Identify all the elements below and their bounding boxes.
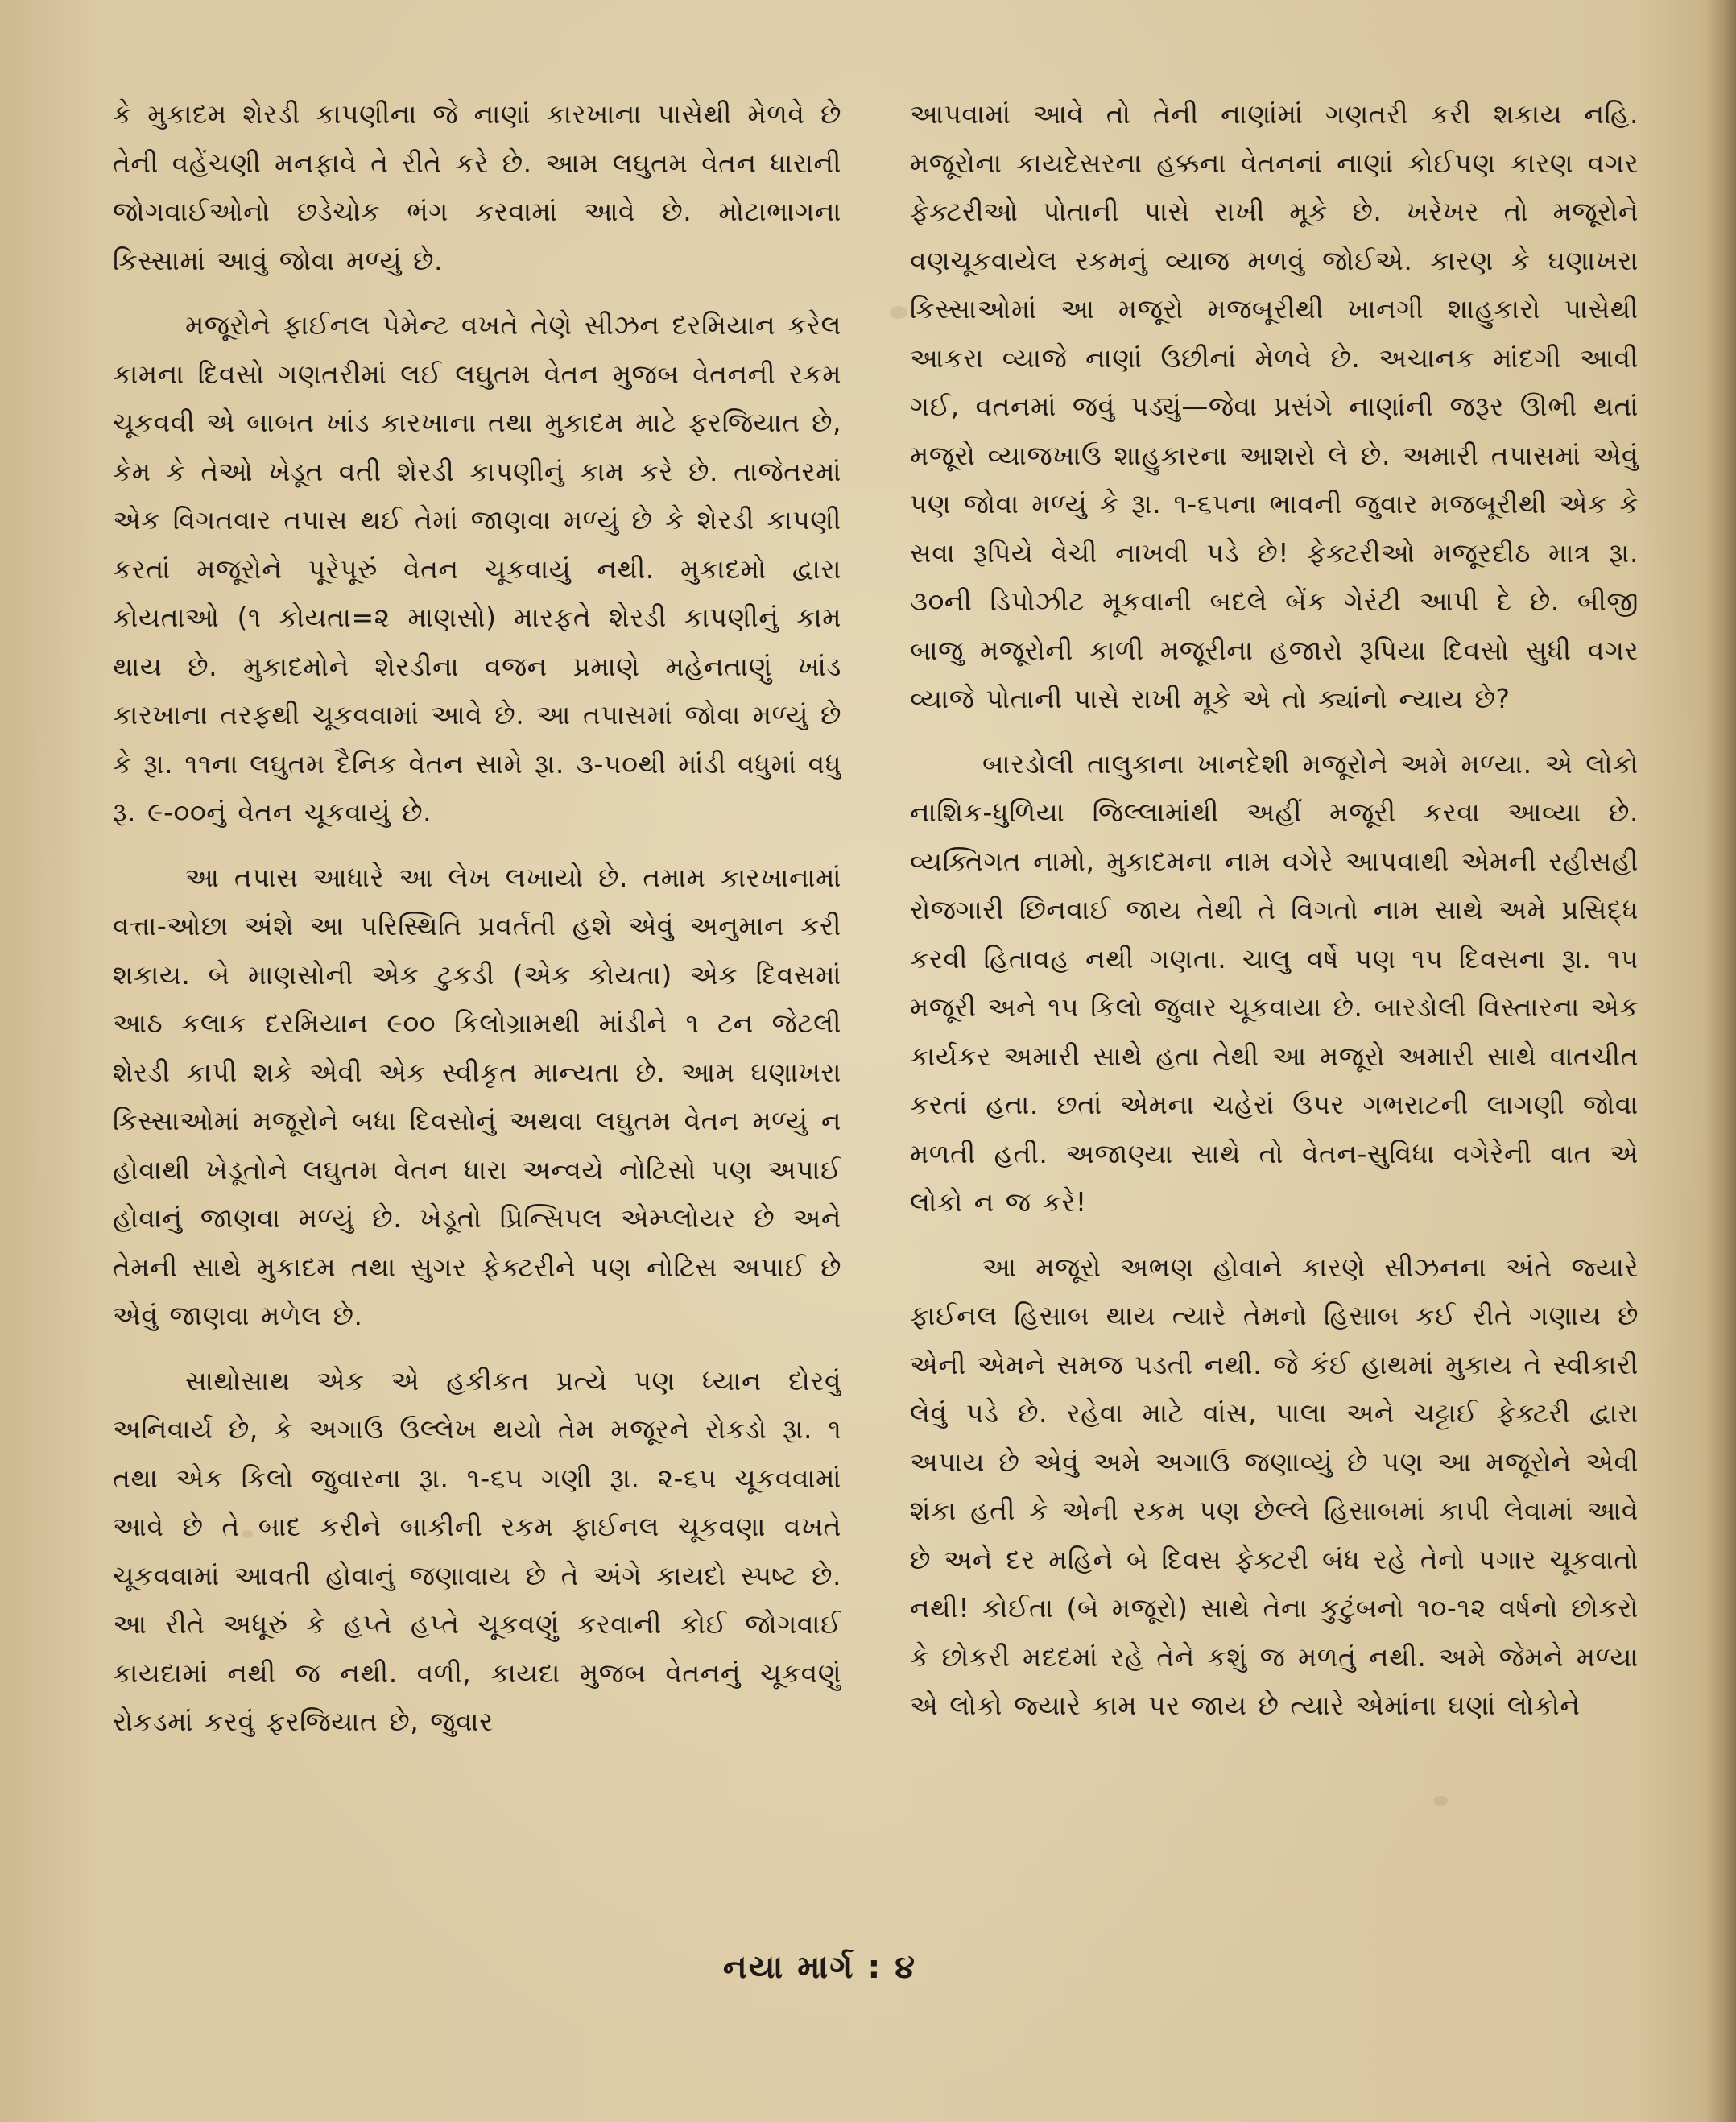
right-column (910, 90, 1639, 1934)
right-paragraph-3: આ મજૂરો અભણ હોવાને કારણે સીઝનના અંતે જ્યારે ફાઈનલ હિસાબ થાય ત્યારે તેમનો હિસાબ કઈ રીતે ગણાય છે એની એમને સમજ પડતી નથી. જે કંઈ હાથમાં મુકાય તે સ્વીકારી લેવું પડે છે. રહેવા માટે વાંસ, પાલા અને ચટ્ટાઈ ફેક્ટરી દ્વારા અપાય છે એવું અમે અગાઉ જણાવ્યું છે પણ આ મજૂરોને એવી શંકા હતી કે એની રકમ પણ છેલ્લે હિસાબમાં કાપી લેવામાં આવે છે અને દર મહિને બે દિવસ ફેક્ટરી બંધ રહે તેનો પગાર ચૂકવાતો નથી! કોઈતા (બે મજૂરો) સાથે તેના કુટુંબનો ૧૦-૧૨ વર્ષનો છોકરો કે છોકરી મદદમાં રહે તેને કશું જ મળતું નથી. અમે જેમને મળ્યા એ લોકો જ્યારે કામ પર જાય છે ત્યારે એમાંના ઘણાં લોકોને (910, 1251, 1639, 1721)
page-number-label: નયા માર્ગ : ૪ (722, 1949, 917, 1986)
right-paragraph-1: આપવામાં આવે તો તેની નાણાંમાં ગણતરી કરી શકાય નહિ. મજૂરોના કાયદેસરના હક્કના વેતનનાં નાણાં કોઈપણ કારણ વગર ફેક્ટરીઓ પોતાની પાસે રાખી મૂકે છે. ખરેખર તો મજૂરોને વણચૂકવાયેલ રકમનું વ્યાજ મળવું જોઈએ. કારણ કે ઘણાખરા કિસ્સાઓમાં આ મજૂરો મજબૂરીથી ખાનગી શાહુકારો પાસેથી આકરા વ્યાજે નાણાં ઉછીનાં મેળવે છે. અચાનક માંદગી આવી ગઈ, વતનમાં જવું પડ્યું—જેવા પ્રસંગે નાણાંની જરૂર ઊભી થતાં મજૂરો વ્યાજખાઉ શાહુકારના આશરો લે છે. અમારી તપાસમાં એવું પણ જોવા મળ્યું કે રૂા. ૧-૬૫ના ભાવની જુવાર મજબૂરીથી એક કે સવા રૂપિયે વેચી નાખવી પડે છે! ફેક્ટરીઓ મજૂરદીઠ માત્ર રૂા. ૩૦ની ડિપોઝીટ મૂકવાની બદલે બેંક ગેરંટી આપી દે છે. બીજી બાજુ મજૂરોની કાળી મજૂરીના હજારો રૂપિયા દિવસો સુધી વગર વ્યાજે પોતાની પાસે રાખી મૂકે એ તો ક્યાંનો ન્યાય છે? (910, 98, 1639, 714)
left-column (113, 90, 841, 1934)
left-paragraph-3: આ તપાસ આધારે આ લેખ લખાયો છે. તમામ કારખાનામાં વત્તા-ઓછા અંશે આ પરિસ્થિતિ પ્રવર્તતી હશે એવું અનુમાન કરી શકાય. બે માણસોની એક ટુકડી (એક કોયતા) એક દિવસમાં આઠ કલાક દરમિયાન ૯૦૦ કિલોગ્રામથી માંડીને ૧ ટન જેટલી શેરડી કાપી શકે એવી એક સ્વીકૃત માન્યતા છે. આમ ઘણાખરા કિસ્સાઓમાં મજૂરોને બધા દિવસોનું અથવા લઘુતમ વેતન મળ્યું ન હોવાથી ખેડૂતોને લઘુતમ વેતન ધારા અન્વયે નોટિસો પણ અપાઈ હોવાનું જાણવા મળ્યું છે. ખેડૂતો પ્રિન્સિપલ એમ્પ્લોયર છે અને તેમની સાથે મુકાદમ તથા સુગર ફેક્ટરીને પણ નોટિસ અપાઈ છે એવું જાણવા મળેલ છે. (113, 861, 841, 1331)
left-paragraph-1: કે મુકાદમ શેરડી કાપણીના જે નાણાં કારખાના પાસેથી મેળવે છે તેની વહેંચણી મનફાવે તે રીતે કરે છે. આમ લઘુતમ વેતન ધારાની જોગવાઈઓનો છડેચોક ભંગ કરવામાં આવે છે. મોટાભાગના કિસ્સામાં આવું જોવા મળ્યું છે. (113, 98, 841, 276)
page-footer (0, 1949, 1736, 1986)
left-paragraph-2: મજૂરોને ફાઈનલ પેમેન્ટ વખતે તેણે સીઝન દરમિયાન કરેલ કામના દિવસો ગણતરીમાં લઈ લઘુતમ વેતન મુજબ વેતનની રકમ ચૂકવવી એ બાબત ખાંડ કારખાના તથા મુકાદમ માટે ફરજિયાત છે, કેમ કે તેઓ ખેડૂત વતી શેરડી કાપણીનું કામ કરે છે. તાજેતરમાં એક વિગતવાર તપાસ થઈ તેમાં જાણવા મળ્યું છે કે શેરડી કાપણી કરતાં મજૂરોને પૂરેપૂરું વેતન ચૂકવાયું નથી. મુકાદમો દ્વારા કોયતાઓ (૧ કોયતા=૨ માણસો) મારફતે શેરડી કાપણીનું કામ થાય છે. મુકાદમોને શેરડીના વજન પ્રમાણે મહેનતાણું ખાંડ કારખાના તરફથી ચૂકવવામાં આવે છે. આ તપાસમાં જોવા મળ્યું છે કે રૂા. ૧૧ના લઘુતમ દૈનિક વેતન સામે રૂા. ૩-૫૦થી માંડી વધુમાં વધુ રૂ. ૯-૦૦નું વેતન ચૂકવાયું છે. (113, 309, 841, 828)
page-edge-shadow (1705, 0, 1736, 2122)
paper-stain (890, 306, 907, 319)
left-paragraph-4: સાથોસાથ એક એ હકીકત પ્રત્યે પણ ધ્યાન દોરવું અનિવાર્ય છે, કે અગાઉ ઉલ્લેખ થયો તેમ મજૂરને રોકડો રૂા. ૧ તથા એક કિલો જુવારના રૂા. ૧-૬૫ ગણી રૂા. ૨-૬૫ ચૂકવવામાં આવે છે તે બાદ કરીને બાકીની રકમ ફાઈનલ ચૂકવણા વખતે ચૂકવવામાં આવતી હોવાનું જણાવાય છે તે અંગે કાયદો સ્પષ્ટ છે. આ રીતે અધૂરું કે હપ્તે હપ્તે ચૂકવણું કરવાની કોઈ જોગવાઈ કાયદામાં નથી જ નથી. વળી, કાયદા મુજબ વેતનનું ચૂકવણું રોકડમાં કરવું ફરજિયાત છે, જુવાર (113, 1364, 841, 1737)
right-paragraph-2: બારડોલી તાલુકાના ખાનદેશી મજૂરોને અમે મળ્યા. એ લોકો નાશિક-ધુળિયા જિલ્લામાંથી અહીં મજૂરી કરવા આવ્યા છે. વ્યક્તિગત નામો, મુકાદમના નામ વગેરે આપવાથી એમની રહીસહી રોજગારી છિનવાઈ જાય તેથી તે વિગતો નામ સાથે અમે પ્રસિદ્ધ કરવી હિતાવહ નથી ગણતા. ચાલુ વર્ષે પણ ૧૫ દિવસના રૂા. ૧૫ મજૂરી અને ૧૫ કિલો જુવાર ચૂકવાયા છે. બારડોલી વિસ્તારના એક કાર્યકર અમારી સાથે હતા તેથી આ મજૂરો અમારી સાથે વાતચીત કરતાં હતા. છતાં એમના ચહેરાં ઉપર ગભરાટની લાગણી જોવા મળતી હતી. અજાણ્યા સાથે તો વેતન-સુવિધા વગેરેની વાત એ લોકો ન જ કરે! (910, 747, 1639, 1218)
